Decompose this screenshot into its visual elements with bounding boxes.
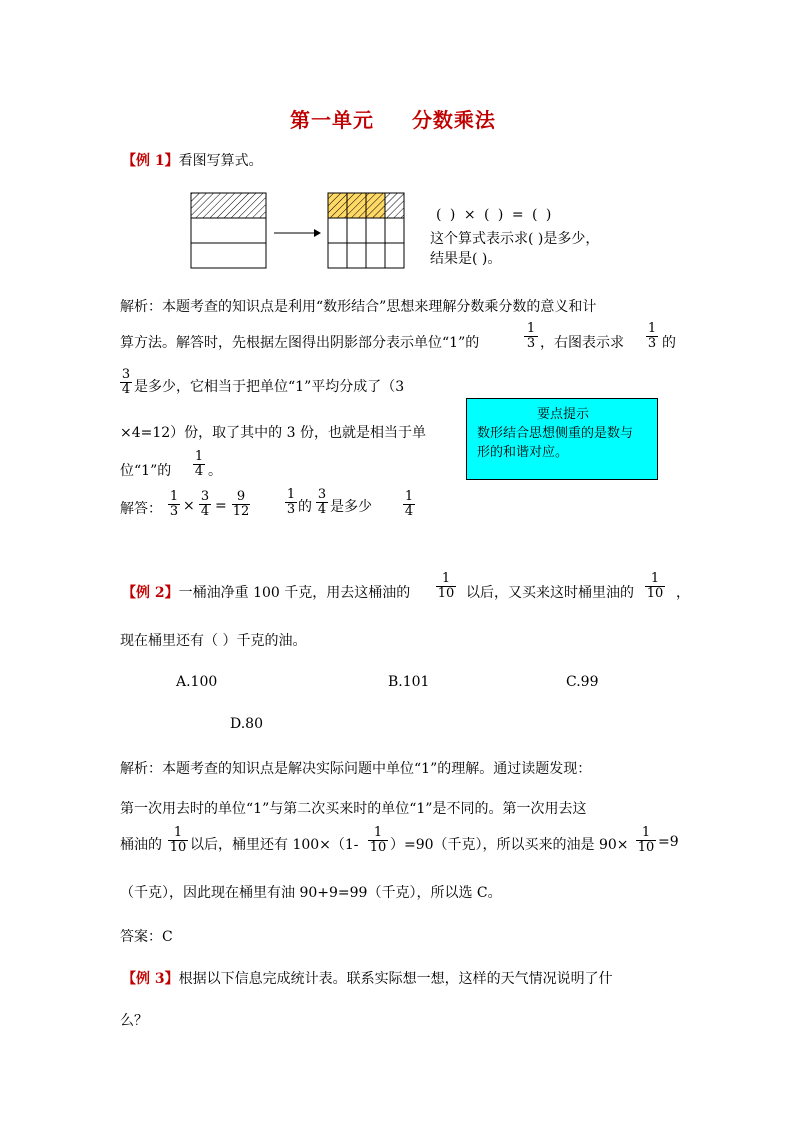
ex3-label: 【例 3】 (122, 971, 179, 987)
ex2-frac-1-10-d: 1 10 (369, 825, 387, 855)
ex1-label: 【例 1】 (122, 153, 179, 169)
ex2-analysis-line2: 第一次用去时的单位“1”与第二次买来时的单位“1”是不同的。第一次用去这 (120, 801, 587, 817)
ex3-question-line1: 【例 3】根据以下信息完成统计表。联系实际想一想，这样的天气情况说明了什 (122, 971, 613, 987)
ex2-option-d: D.80 (230, 716, 263, 732)
fraction-1-3-a: 1 3 (524, 322, 538, 351)
ex2-analysis-line3b: 以后，桶里还有 100×（1- (190, 837, 359, 853)
tip-box (466, 398, 658, 480)
ex2-option-a: A.100 (176, 674, 218, 690)
title-topic: 分数乘法 (411, 108, 496, 132)
ex2-question-line1: 【例 2】一桶油净重 100 千克，用去这桶油的 (122, 585, 411, 601)
ex2-question-line1b: 以后，又买来这时桶里油的 (466, 585, 634, 601)
ex2-analysis-line4: （千克），因此现在桶里有油 90+9=99（千克），所以选 C。 (120, 885, 502, 901)
left-box (191, 193, 266, 268)
answer-frac-3-4: 3 4 (200, 489, 210, 519)
title-unit: 第一单元 (290, 108, 374, 132)
ex1-analysis-line2b: ，右图表示求 (540, 335, 624, 351)
ex2-analysis-line3d: =9 (658, 834, 679, 850)
ex2-frac-1-10-a: 1 10 (437, 571, 455, 601)
ex1-heading (122, 150, 263, 170)
ex3-question-line2: 么？ (120, 1013, 148, 1029)
answer-equals: = (215, 498, 227, 514)
ex2-label: 【例 2】 (122, 585, 179, 601)
ex1-analysis-line5: 位“1”的 (120, 463, 172, 479)
arrow-icon (274, 229, 321, 237)
ex2-option-b: B.101 (388, 674, 430, 690)
answer-times: × (183, 498, 195, 514)
ex2-frac-1-10-b: 1 10 (646, 571, 664, 601)
ex1-question: 看图写算式。 (178, 153, 263, 169)
ex2-analysis-line3a: 桶油的 (120, 837, 162, 853)
ex1-line3: 结果是( )。 (430, 251, 502, 267)
fraction-1-4-a: 1 4 (194, 449, 204, 479)
ex2-question-line1c: ， (676, 585, 690, 601)
answer-shi: 是多少 (330, 499, 372, 515)
ex1-answer-label: 解答： (120, 501, 162, 517)
answer-frac-9-12: 9 12 (232, 489, 250, 519)
tip-line2: 形的和谐对应。 (477, 445, 569, 460)
answer-frac-1-4: 1 4 (404, 489, 414, 519)
answer-de: 的 (298, 499, 312, 515)
ex1-analysis-line1: 解析：本题考查的知识点是利用“数形结合”思想来理解分数乘分数的意义和计 (120, 299, 597, 315)
fraction-3-4-a: 3 4 (121, 367, 131, 397)
ex2-frac-1-10-c: 1 10 (169, 825, 187, 855)
ex1-diagram (188, 190, 448, 280)
answer-frac-3-4-b: 3 4 (317, 487, 327, 517)
ex1-analysis-line5b: 。 (208, 463, 222, 479)
ex1-analysis-line2: 算方法。解答时，先根据左图得出阴影部分表示单位“1”的 (120, 335, 480, 351)
ex2-option-c: C.99 (566, 674, 599, 690)
right-grid (328, 193, 404, 268)
ex1-line2: 这个算式表示求( )是多少， (430, 231, 600, 247)
ex2-frac-1-10-e: 1 10 (637, 825, 655, 855)
fraction-1-3-b: 1 3 (647, 321, 657, 351)
page-title (290, 104, 496, 133)
ex2-analysis-line1: 解析：本题考查的知识点是解决实际问题中单位“1”的理解。通过读题发现： (120, 761, 592, 777)
ex2-analysis-line3c: ）=90（千克），所以买来的油是 90× (390, 837, 629, 853)
ex1-analysis-line4: ×4=12）份，取了其中的 3 份，也就是相当于单 (120, 425, 426, 441)
ex2-question-line2: 现在桶里还有（ ）千克的油。 (120, 633, 307, 649)
ex1-analysis-line2c: 的 (662, 335, 676, 351)
tip-title: 要点提示 (536, 407, 589, 422)
ex1-analysis-line3: 是多少，它相当于把单位“1”平均分成了（3 (134, 379, 405, 395)
ex1-blank-line: ( ) × ( ) = ( ) (436, 207, 552, 223)
tip-line1: 数形结合思想侧重的是数与 (477, 426, 634, 441)
answer-frac-1-3: 1 3 (169, 489, 179, 519)
ex2-answer: 答案：C (120, 929, 173, 945)
answer-frac-1-3-b: 1 3 (286, 487, 296, 517)
